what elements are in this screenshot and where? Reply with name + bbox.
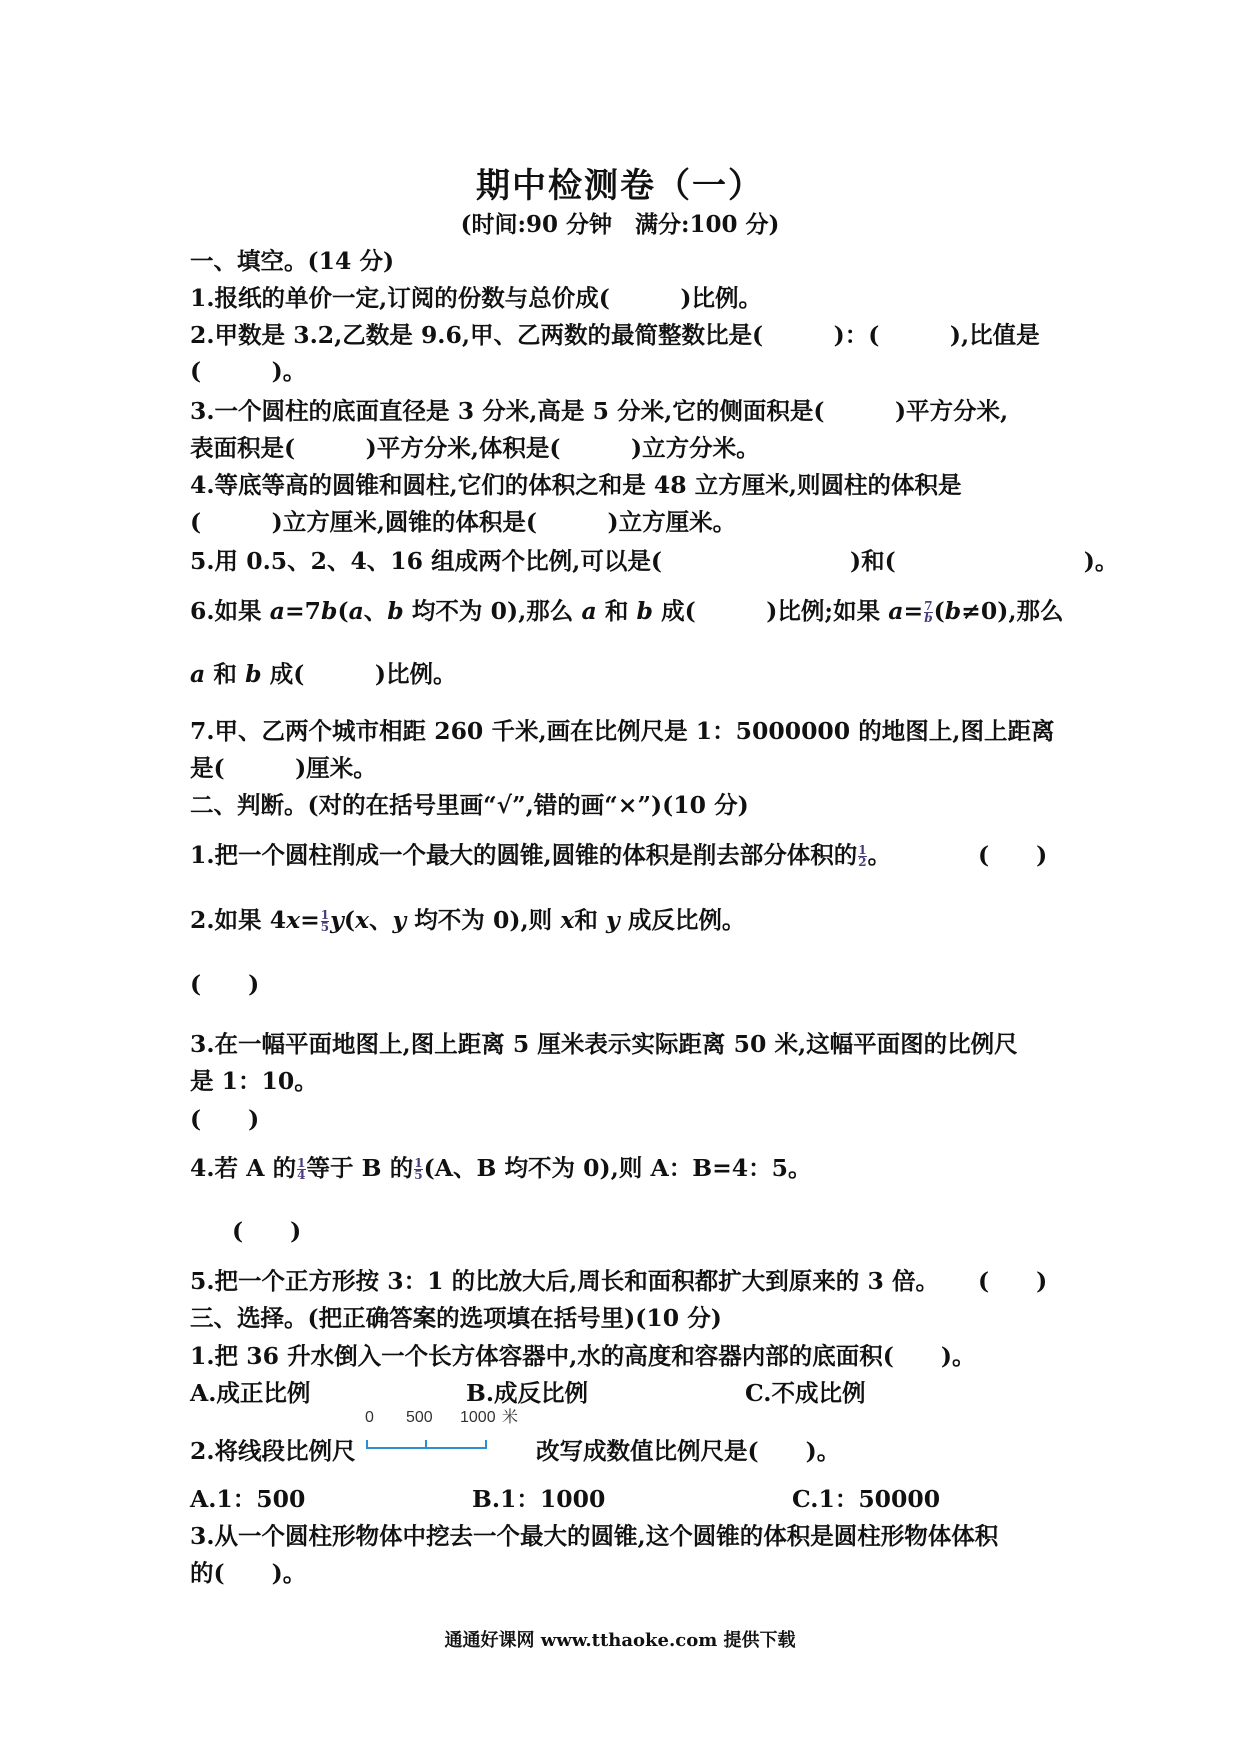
section-1-heading: 一、填空。(14 分): [190, 247, 395, 275]
fraction: [321, 910, 329, 933]
var-b: b: [321, 597, 338, 625]
section-3-heading: 三、选择。(把正确答案的选项填在括号里)(10 分): [190, 1304, 722, 1332]
text: (A、B 均不为 0),则 A：B=4：5。: [423, 1154, 812, 1182]
s2-question-3-answer-paren: ( ): [190, 1105, 260, 1133]
text: 等于 B 的: [306, 1154, 414, 1182]
s3-question-2-suffix: 改写成数值比例尺是( )。: [536, 1437, 841, 1465]
text: 和: [596, 597, 637, 625]
fraction-numerator: 1: [297, 1156, 306, 1170]
fraction: [858, 845, 866, 868]
var-y: y: [606, 906, 620, 934]
fraction-denominator: 5: [414, 1168, 423, 1182]
s3-question-3-line-1: 3.从一个圆柱形物体中挖去一个最大的圆锥,这个圆锥的体积是圆柱形物体体积: [190, 1522, 999, 1550]
s1-question-6-line-2: [190, 659, 456, 689]
s1-question-5: 5.用 0.5、2、4、16 组成两个比例,可以是( )和( )。: [190, 547, 1119, 575]
scale-label-1000: 1000: [460, 1409, 496, 1426]
footer-source-note: 通通好课网 www.tthaoke.com 提供下载: [444, 1630, 796, 1651]
text: 1.把一个圆柱削成一个最大的圆锥,圆锥的体积是削去部分体积的: [190, 841, 858, 869]
var-a: a: [888, 597, 904, 625]
text: 4.若 A 的: [190, 1154, 297, 1182]
s3-question-1-option-c: C.不成比例: [745, 1379, 866, 1407]
var-a: a: [269, 597, 285, 625]
s1-question-2-line-2: ( )。: [190, 357, 307, 385]
text: 。: [867, 841, 892, 869]
s3-question-1-option-a: A.成正比例: [190, 1379, 311, 1407]
text: =: [903, 597, 924, 625]
var-x: x: [354, 906, 369, 934]
s2-question-4-answer-paren: ( ): [232, 1217, 302, 1245]
var-x: x: [560, 906, 575, 934]
fraction-numerator: 1: [414, 1156, 423, 1170]
s3-question-2-option-b: B.1：1000: [472, 1485, 606, 1513]
s3-question-1-option-b: B.成反比例: [466, 1379, 589, 1407]
text: 、: [368, 906, 393, 934]
text: 6.如果: [190, 597, 270, 625]
fraction-denominator: 2: [858, 855, 867, 869]
text: 、: [363, 597, 388, 625]
line-scale-figure: [364, 1404, 519, 1464]
s3-question-3-line-2: 的( )。: [190, 1559, 307, 1587]
s1-question-7-line-1: 7.甲、乙两个城市相距 260 千米,画在比例尺是 1：5000000 的地图上,图上距离: [190, 717, 1055, 745]
text: =7: [284, 597, 321, 625]
text: 2.如果 4: [190, 906, 287, 934]
fraction: [297, 1158, 305, 1181]
var-b: b: [245, 660, 262, 688]
s2-question-2: [190, 905, 745, 935]
s3-question-2-option-a: A.1：500: [190, 1485, 306, 1513]
var-y: y: [392, 906, 407, 934]
s3-question-1: 1.把 36 升水倒入一个长方体容器中,水的高度和容器内部的底面积( )。: [190, 1342, 976, 1370]
var-a: a: [581, 597, 597, 625]
text: 成( )比例;如果: [652, 597, 889, 625]
fraction-numerator: 7: [924, 599, 933, 613]
text: 均不为 0),那么: [403, 597, 582, 625]
var-a: a: [190, 660, 206, 688]
s1-question-1: 1.报纸的单价一定,订阅的份数与总价成( )比例。: [190, 284, 762, 312]
var-b: b: [636, 597, 653, 625]
var-b: b: [387, 597, 404, 625]
fraction-denominator: b: [924, 611, 933, 625]
s1-question-4-line-1: 4.等底等高的圆锥和圆柱,它们的体积之和是 48 立方厘米,则圆柱的体积是: [190, 471, 962, 499]
fraction-numerator: 1: [320, 908, 330, 922]
text: (: [337, 597, 349, 625]
fraction: [924, 601, 932, 624]
text: =: [300, 906, 320, 934]
s1-question-7-line-2: 是( )厘米。: [190, 754, 377, 782]
scale-label-unit: 米: [502, 1409, 519, 1426]
text: (: [933, 597, 945, 625]
var-a: a: [348, 597, 364, 625]
s1-question-6-line-1: [190, 596, 1064, 626]
section-2-heading: 二、判断。(对的在括号里画“√”,错的画“×”)(10 分): [190, 791, 749, 819]
s2-question-2-answer-paren: ( ): [190, 970, 260, 998]
s1-question-2-line-1: 2.甲数是 3.2,乙数是 9.6,甲、乙两数的最简整数比是( )：( ),比值是: [190, 321, 1040, 349]
s1-question-4-line-2: ( )立方厘米,圆锥的体积是( )立方厘米。: [190, 508, 737, 536]
s3-question-2-prefix: 2.将线段比例尺: [190, 1437, 356, 1465]
var-y: y: [330, 906, 344, 934]
s3-question-2-option-c: C.1：50000: [792, 1485, 941, 1513]
s1-question-3-line-2: 表面积是( )平方分米,体积是( )立方分米。: [190, 434, 760, 462]
scale-label-0: 0: [365, 1409, 374, 1426]
text: 成( )比例。: [261, 660, 457, 688]
text: ≠0),那么: [961, 597, 1064, 625]
s1-question-3-line-1: 3.一个圆柱的底面直径是 3 分米,高是 5 分米,它的侧面积是( )平方分米,: [190, 397, 1009, 425]
text: 和: [574, 906, 607, 934]
fraction-numerator: 1: [858, 843, 867, 857]
text: 均不为 0),则: [406, 906, 561, 934]
text: 成反比例。: [619, 906, 746, 934]
scale-label-500: 500: [406, 1409, 433, 1426]
page-subtitle: (时间:90 分钟 满分:100 分): [460, 211, 780, 238]
s2-question-5-answer-paren: ( ): [978, 1267, 1048, 1295]
s2-question-3-line-2: 是 1：10。: [190, 1067, 318, 1095]
s2-question-3-line-1: 3.在一幅平面地图上,图上距离 5 厘米表示实际距离 50 米,这幅平面图的比例尺: [190, 1030, 1018, 1058]
text: (: [343, 906, 355, 934]
text: 和: [205, 660, 246, 688]
fraction-denominator: 5: [320, 920, 330, 934]
var-x: x: [286, 906, 301, 934]
page-title: 期中检测卷（一）: [476, 166, 764, 206]
fraction-denominator: 4: [297, 1168, 306, 1182]
fraction: [414, 1158, 422, 1181]
s2-question-5: 5.把一个正方形按 3：1 的比放大后,周长和面积都扩大到原来的 3 倍。: [190, 1267, 939, 1295]
s2-question-1-answer-paren: ( ): [978, 841, 1048, 869]
var-b: b: [944, 597, 962, 625]
s2-question-4: [190, 1153, 812, 1183]
s2-question-1: [190, 840, 891, 870]
